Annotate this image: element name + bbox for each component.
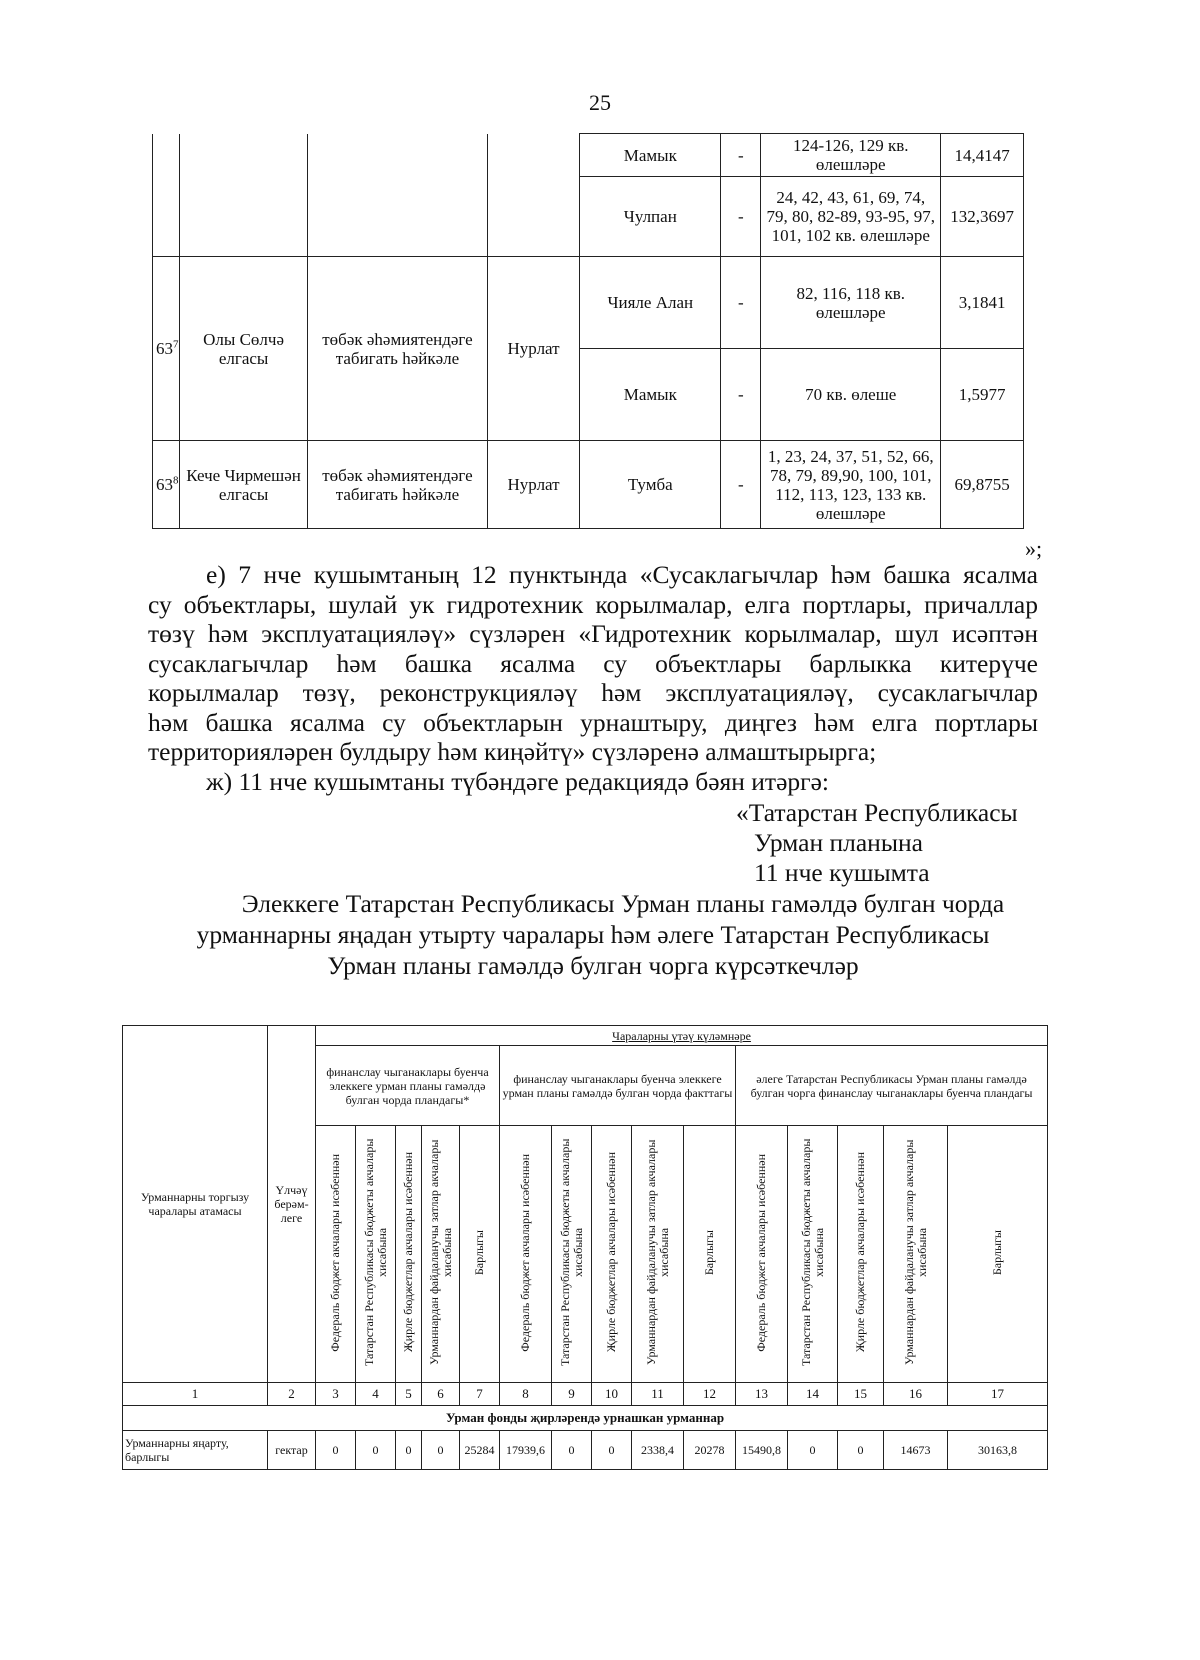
forestry-cell: Мамык [580, 349, 721, 441]
text-line: ж) 11 нче кушымтаны түбәндәге редакциядә бәян итәргә: [206, 767, 829, 796]
table-cell: 17939,6 [500, 1431, 552, 1470]
paragraph-e [148, 560, 1038, 767]
column-number: 1 [123, 1383, 268, 1406]
area-cell: 1,5977 [941, 349, 1024, 441]
forestry-cell: Мамык [580, 134, 721, 177]
column-number: 4 [356, 1383, 396, 1406]
subgroup-header: әлеге Татарстан Республикасы Урман планы гамәлдә булган чорга финанслау чыганаклары буенча пландагы [736, 1046, 1048, 1126]
table-cell: 15490,8 [736, 1431, 788, 1470]
column-number: 8 [500, 1383, 552, 1406]
subgroup-header: финанслау чыганаклары буенча элеккеге урман планы гамәлдә булган чорда факттагы [500, 1046, 736, 1126]
district-cell: Нурлат [488, 257, 580, 441]
forestry-cell: Тумба [580, 441, 721, 529]
table-cell: 0 [316, 1431, 356, 1470]
column-number: 6 [422, 1383, 460, 1406]
subcol-header: Җирле бюджетлар акчалары исәбеннән [401, 1152, 415, 1353]
object-name: Олы Сөлчә елгасы [180, 257, 308, 441]
column-number: 11 [632, 1383, 684, 1406]
object-category: төбәк әһәмиятендәге табигать һәйкәле [307, 441, 487, 529]
text-line: территорияләрен булдыру һәм киңәйтү» сүзләренә алмаштырырга; [148, 737, 877, 766]
subcol-header: Барлыгы [702, 1229, 716, 1276]
column-number: 5 [396, 1383, 422, 1406]
paragraph-zh [148, 767, 1038, 797]
quarters-cell: 70 кв. өлеше [761, 349, 941, 441]
subcol-header: Татарстан Республикасы бюджеты акчалары хисабына [557, 1138, 585, 1367]
area-cell: 14,4147 [941, 134, 1024, 177]
entry-number: $63^7$ [153, 257, 180, 441]
row-unit: гектар [268, 1431, 316, 1470]
col-header-unit: Үлчәү берәм-леге [268, 1026, 316, 1383]
table-cell: 0 [592, 1431, 632, 1470]
district-cell: Нурлат [488, 441, 580, 529]
subcol-header: Урманнардан файдаланучы затлар акчалары хисабына [426, 1139, 454, 1366]
col-header-measure: Урманнарны торгызу чаралары атамасы [123, 1026, 268, 1383]
forestry-cell: Чулпан [580, 177, 721, 257]
table-row [123, 1431, 1048, 1470]
table-cell: 2338,4 [632, 1431, 684, 1470]
table-cell: 0 [552, 1431, 592, 1470]
text-line: е) 7 нче кушымтаның 12 пунктында «Сусаклагычлар һәм башка ясалма [206, 560, 1038, 589]
heading-line: Урман планы гамәлдә булган чорга күрсәткечләр [327, 951, 859, 980]
section-title: Урман фонды җирләрендә урнашкан урманнар [123, 1406, 1048, 1431]
appendix-line: 11 нче кушымта [754, 858, 930, 887]
table-row [153, 177, 1024, 257]
subcol-header: Татарстан Республикасы бюджеты акчалары хисабына [361, 1138, 389, 1367]
page-number: 25 [589, 90, 611, 115]
text-line: һәм башка ясалма су объектларын урнаштыру, диңгез һәм елга портлары [148, 707, 1038, 737]
table-row [153, 257, 1024, 349]
heading-line: Элеккеге Татарстан Республикасы Урман планы гамәлдә булган чорда [241, 889, 1005, 918]
column-number-row [123, 1383, 1048, 1406]
row-name: Урманнарны яңарту, барлыгы [123, 1431, 268, 1470]
table-cell: 0 [788, 1431, 838, 1470]
column-number: 3 [316, 1383, 356, 1406]
quarters-cell: 1, 23, 24, 37, 51, 52, 66, 78, 79, 89,90, 100, 101, 112, 113, 123, 133 кв. өлешләре [761, 441, 941, 529]
subcol-header: Федераль бюджет акчалары исәбеннән [518, 1153, 532, 1352]
dash-cell: - [721, 441, 761, 529]
table-cell: 0 [356, 1431, 396, 1470]
subcol-header: Федераль бюджет акчалары исәбеннән [754, 1153, 768, 1352]
table-cell: 14673 [884, 1431, 948, 1470]
table-cell: 25284 [460, 1431, 500, 1470]
subcol-header: Урманнардан файдаланучы затлар акчалары хисабына [643, 1139, 671, 1366]
table-header-row [123, 1026, 1048, 1046]
area-cell: 3,1841 [941, 257, 1024, 349]
column-number: 12 [684, 1383, 736, 1406]
text-line: сусаклагычлар һәм башка ясалма су объектлары барлыкка китерүче [148, 648, 1038, 678]
subcol-header: Барлыгы [472, 1229, 486, 1276]
text-line: су объектлары, шулай ук гидротехник корылмалар, елга портлары, причаллар [148, 589, 1038, 619]
dash-cell: - [721, 349, 761, 441]
group-header: Чараларны үтәү күләмнәре [316, 1026, 1048, 1046]
column-number: 17 [948, 1383, 1048, 1406]
column-number: 9 [552, 1383, 592, 1406]
appendix-line: Урман планына [754, 828, 923, 857]
quarters-cell: 124-126, 129 кв. өлешләре [761, 134, 941, 177]
object-category: төбәк әһәмиятендәге табигать һәйкәле [307, 257, 487, 441]
column-number: 2 [268, 1383, 316, 1406]
entry-number: $63^8$ [153, 441, 180, 529]
column-number: 14 [788, 1383, 838, 1406]
appendix-line: «Татарстан Республикасы [736, 798, 1018, 827]
closing-quote: »; [1025, 536, 1043, 561]
object-name: Кече Чирмешән елгасы [180, 441, 308, 529]
heading-line: урманнарны яңадан утырту чаралары һәм әлеге Татарстан Республикасы [196, 920, 990, 949]
table-cell: 20278 [684, 1431, 736, 1470]
subcol-header: Федераль бюджет акчалары исәбеннән [328, 1153, 342, 1352]
dash-cell: - [721, 257, 761, 349]
forestry-cell: Чияле Алан [580, 257, 721, 349]
reforestation-table [122, 1025, 1048, 1470]
table-cell: 0 [838, 1431, 884, 1470]
dash-cell: - [721, 177, 761, 257]
table-cell: 0 [422, 1431, 460, 1470]
subcol-header: Барлыгы [990, 1229, 1005, 1276]
text-line: төзү һәм эксплуатацияләү» сүзләрен «Гидротехник корылмалар, шул исәптән [148, 619, 1038, 648]
section-row [123, 1406, 1048, 1431]
reserve-table-continuation [152, 133, 1024, 529]
area-cell: 132,3697 [941, 177, 1024, 257]
subcol-header: Җирле бюджетлар акчалары исәбеннән [853, 1152, 867, 1353]
column-number: 7 [460, 1383, 500, 1406]
subcol-header: Татарстан Республикасы бюджеты акчалары хисабына [798, 1138, 826, 1367]
table-row [153, 134, 1024, 177]
column-number: 15 [838, 1383, 884, 1406]
text-line: корылмалар төзү, реконструкцияләү һәм эксплуатацияләү, сусаклагычлар [148, 678, 1038, 707]
table-row [153, 441, 1024, 529]
subgroup-header: финанслау чыганаклары буенча элеккеге урман планы гамәлдә булган чорда пландагы* [316, 1046, 500, 1126]
column-number: 13 [736, 1383, 788, 1406]
quarters-cell: 24, 42, 43, 61, 69, 74, 79, 80, 82-89, 93-95, 97, 101, 102 кв. өлешләре [761, 177, 941, 257]
table-cell: 0 [396, 1431, 422, 1470]
subcol-header: Җирле бюджетлар акчалары исәбеннән [604, 1152, 618, 1353]
quarters-cell: 82, 116, 118 кв. өлешләре [761, 257, 941, 349]
area-cell: 69,8755 [941, 441, 1024, 529]
table-cell: 30163,8 [948, 1431, 1048, 1470]
column-number: 10 [592, 1383, 632, 1406]
column-number: 16 [884, 1383, 948, 1406]
appendix-header [736, 798, 1018, 888]
document-heading [148, 888, 1038, 981]
dash-cell: - [721, 134, 761, 177]
subcol-header: Урманнардан файдаланучы затлар акчалары хисабына [901, 1139, 929, 1366]
